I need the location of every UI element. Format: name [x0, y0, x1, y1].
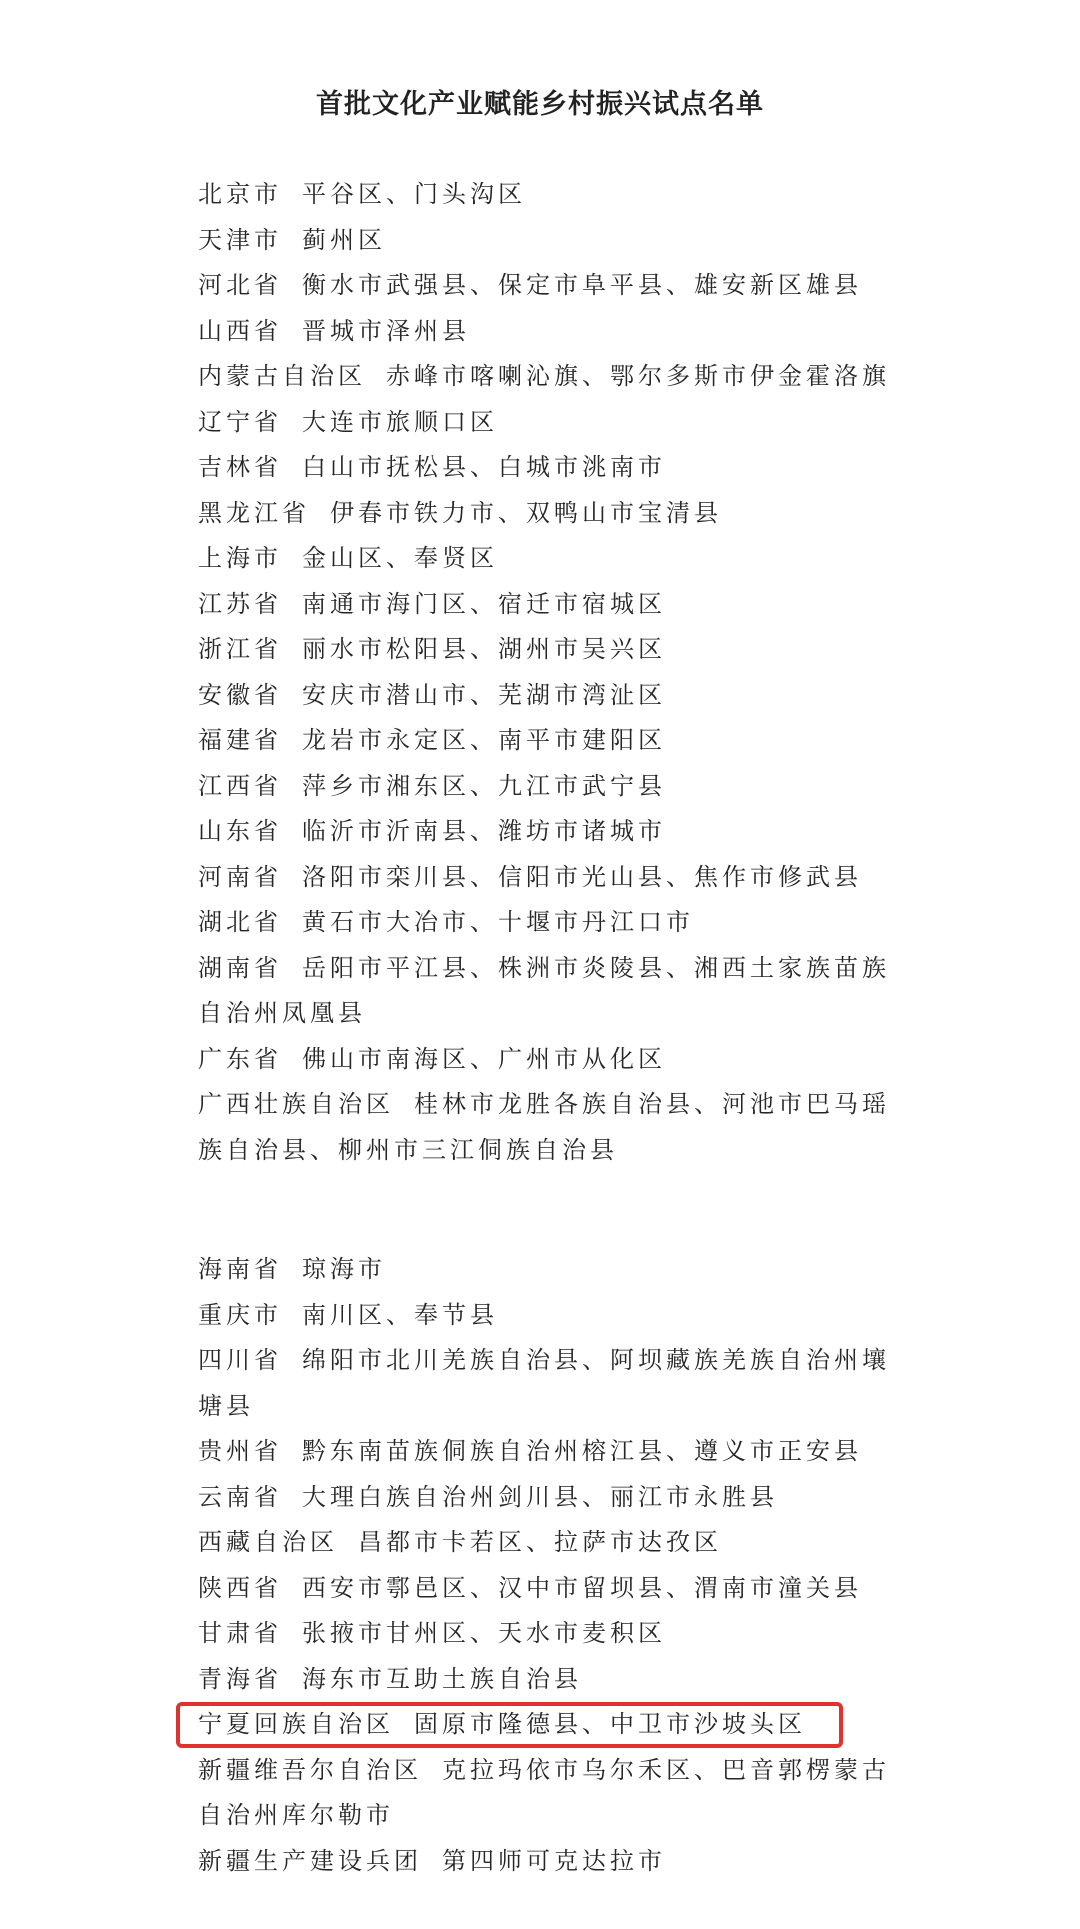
pilot-areas: 琼海市	[302, 1255, 386, 1283]
province-name: 新疆维吾尔自治区	[198, 1755, 422, 1784]
list-item	[198, 1475, 898, 1521]
province-name: 重庆市	[198, 1300, 282, 1329]
list-item	[198, 491, 898, 537]
pilot-areas: 张掖市甘州区、天水市麦积区	[302, 1619, 666, 1647]
list-item	[198, 673, 898, 719]
pilot-areas: 萍乡市湘东区、九江市武宁县	[302, 771, 666, 800]
list-item	[198, 1082, 898, 1173]
list-item	[198, 536, 898, 582]
pilot-list-part1	[198, 172, 898, 1173]
province-name: 新疆生产建设兵团	[198, 1846, 422, 1875]
pilot-areas: 丽水市松阳县、湖州市吴兴区	[302, 635, 666, 663]
province-name: 福建省	[198, 726, 282, 754]
list-item	[198, 1338, 898, 1429]
province-name: 上海市	[198, 544, 282, 572]
list-item	[198, 900, 898, 946]
list-item	[198, 718, 898, 764]
pilot-areas: 南川区、奉节县	[302, 1300, 498, 1329]
province-name: 黑龙江省	[198, 498, 310, 527]
province-name: 宁夏回族自治区	[198, 1710, 394, 1738]
list-item	[198, 400, 898, 446]
pilot-areas: 晋城市泽州县	[302, 316, 470, 345]
pilot-areas: 昌都市卡若区、拉萨市达孜区	[358, 1528, 722, 1556]
pilot-areas: 赤峰市喀喇沁旗、鄂尔多斯市伊金霍洛旗	[386, 362, 890, 390]
list-item	[198, 855, 898, 901]
pilot-areas: 白山市抚松县、白城市洮南市	[302, 453, 666, 481]
province-name: 安徽省	[198, 680, 282, 709]
province-name: 江苏省	[198, 589, 282, 618]
province-name: 江西省	[198, 771, 282, 800]
province-name: 贵州省	[198, 1437, 282, 1465]
province-name: 陕西省	[198, 1573, 282, 1602]
province-name: 青海省	[198, 1664, 282, 1693]
province-name: 湖北省	[198, 908, 282, 936]
province-name: 河南省	[198, 862, 282, 891]
pilot-areas: 绵阳市北川羌族自治县、阿坝藏族羌族自治州壤塘县	[198, 1346, 890, 1420]
pilot-areas: 龙岩市永定区、南平市建阳区	[302, 726, 666, 754]
pilot-areas: 黔东南苗族侗族自治州榕江县、遵义市正安县	[302, 1437, 862, 1465]
pilot-areas: 固原市隆德县、中卫市沙坡头区	[414, 1710, 806, 1738]
pilot-areas: 洛阳市栾川县、信阳市光山县、焦作市修武县	[302, 862, 862, 891]
province-name: 甘肃省	[198, 1619, 282, 1647]
pilot-areas: 安庆市潜山市、芜湖市湾沚区	[302, 680, 666, 709]
pilot-areas: 平谷区、门头沟区	[302, 180, 526, 208]
list-item	[198, 1429, 898, 1475]
list-item	[198, 1566, 898, 1612]
pilot-areas: 金山区、奉贤区	[302, 544, 498, 572]
pilot-areas: 临沂市沂南县、潍坊市诸城市	[302, 817, 666, 845]
pilot-areas: 海东市互助土族自治县	[302, 1664, 582, 1693]
pilot-areas: 大连市旅顺口区	[302, 407, 498, 436]
list-item	[198, 1520, 898, 1566]
list-item	[198, 809, 898, 855]
list-item	[198, 1657, 898, 1703]
pilot-areas: 大理白族自治州剑川县、丽江市永胜县	[302, 1482, 778, 1511]
province-name: 西藏自治区	[198, 1528, 338, 1556]
province-name: 内蒙古自治区	[198, 362, 366, 390]
province-name: 天津市	[198, 225, 282, 254]
list-item	[198, 1611, 898, 1657]
province-name: 吉林省	[198, 453, 282, 481]
pilot-areas: 西安市鄠邑区、汉中市留坝县、渭南市潼关县	[302, 1573, 862, 1602]
pilot-areas: 佛山市南海区、广州市从化区	[302, 1044, 666, 1073]
province-name: 云南省	[198, 1482, 282, 1511]
province-name: 湖南省	[198, 953, 282, 982]
pilot-areas: 黄石市大冶市、十堰市丹江口市	[302, 908, 694, 936]
list-item	[198, 1748, 898, 1839]
list-item	[198, 582, 898, 628]
province-name: 北京市	[198, 180, 282, 208]
list-item	[198, 946, 898, 1037]
province-name: 山西省	[198, 316, 282, 345]
list-item	[198, 1293, 898, 1339]
province-name: 海南省	[198, 1255, 282, 1283]
pilot-areas: 第四师可克达拉市	[442, 1846, 666, 1875]
province-name: 河北省	[198, 271, 282, 299]
document-title: 首批文化产业赋能乡村振兴试点名单	[316, 89, 764, 120]
list-item-highlighted	[198, 1702, 898, 1748]
list-item	[198, 764, 898, 810]
province-name: 广东省	[198, 1044, 282, 1073]
list-item	[198, 172, 898, 218]
list-item	[198, 627, 898, 673]
list-item	[198, 354, 898, 400]
pilot-areas: 衡水市武强县、保定市阜平县、雄安新区雄县	[302, 271, 862, 299]
pilot-areas: 南通市海门区、宿迁市宿城区	[302, 589, 666, 618]
province-name: 辽宁省	[198, 407, 282, 436]
list-item	[198, 1037, 898, 1083]
list-item	[198, 1839, 898, 1885]
pilot-areas: 蓟州区	[302, 225, 386, 254]
pilot-list-part2	[198, 1247, 898, 1884]
list-item	[198, 263, 898, 309]
province-name: 浙江省	[198, 635, 282, 663]
list-item	[198, 218, 898, 264]
province-name: 四川省	[198, 1346, 282, 1374]
province-name: 山东省	[198, 817, 282, 845]
pilot-areas: 伊春市铁力市、双鸭山市宝清县	[330, 498, 722, 527]
pilot-areas: 桂林市龙胜各族自治县、河池市巴马瑶族自治县、柳州市三江侗族自治县	[198, 1090, 890, 1164]
list-item	[198, 309, 898, 355]
list-item	[198, 1247, 898, 1293]
list-item	[198, 445, 898, 491]
pilot-areas: 岳阳市平江县、株洲市炎陵县、湘西土家族苗族自治州凤凰县	[198, 953, 890, 1027]
pilot-areas: 克拉玛依市乌尔禾区、巴音郭楞蒙古自治州库尔勒市	[198, 1755, 890, 1829]
province-name: 广西壮族自治区	[198, 1090, 394, 1118]
